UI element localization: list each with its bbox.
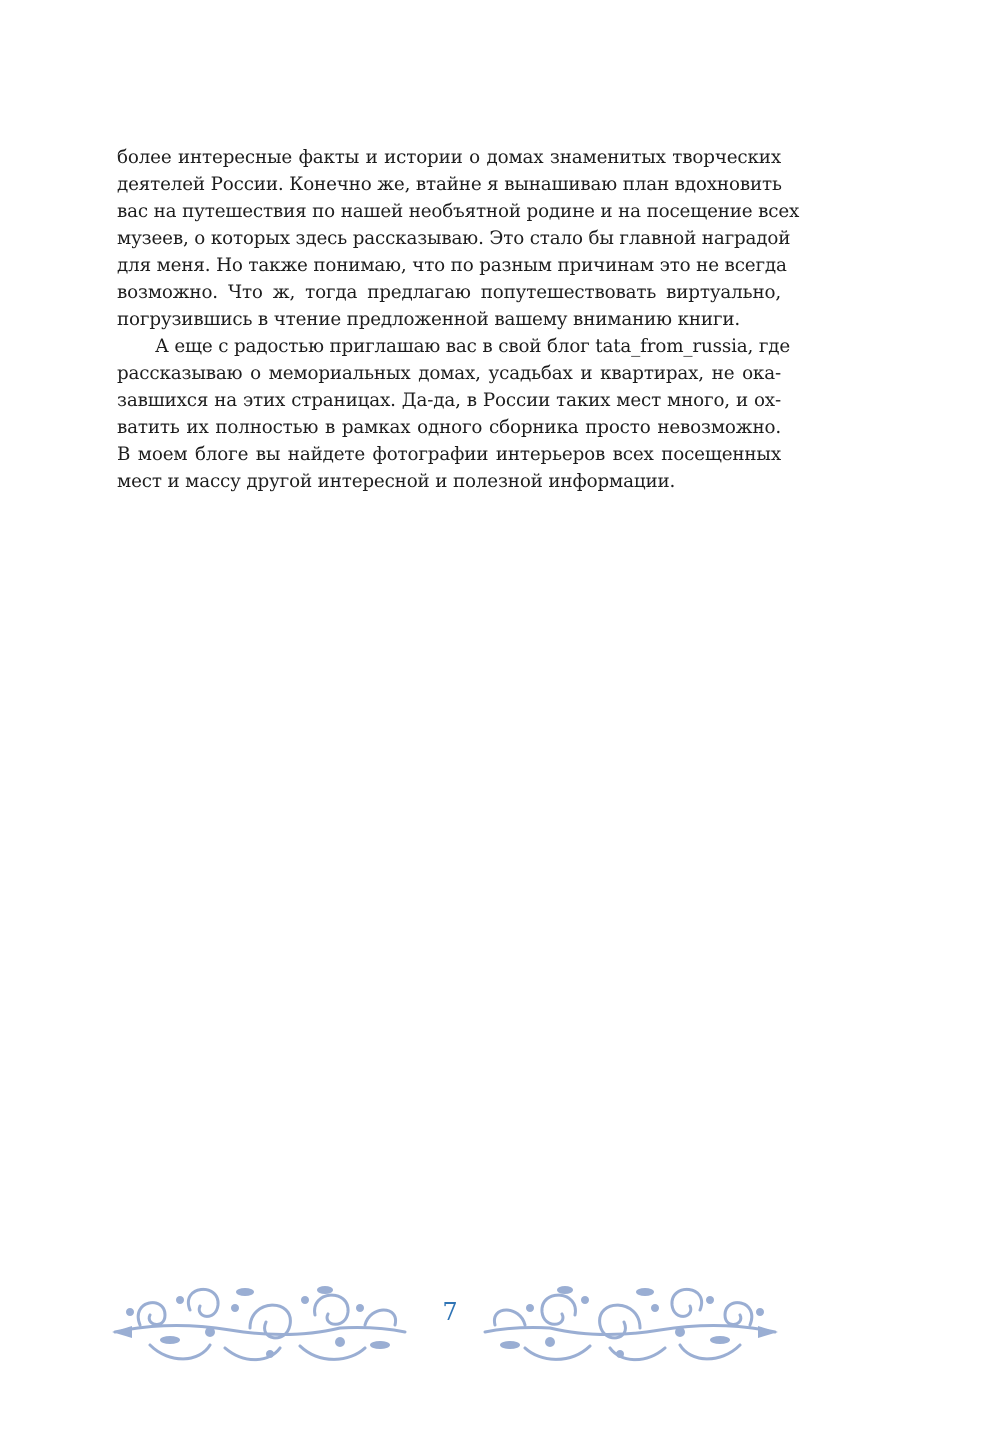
- floral-ornament-icon: [480, 1270, 780, 1370]
- text-line: для меня. Но также понимаю, что по разным причинам это не всегда: [117, 255, 787, 276]
- text-line: мест и массу другой интересной и полезной информации.: [117, 471, 676, 492]
- page-footer: [110, 1270, 790, 1370]
- text-line: музеев, о которых здесь рассказываю. Это стало бы главной наградой: [117, 228, 791, 249]
- text-line: вас на путешествия по нашей необъятной родине и на посещение всех: [117, 201, 800, 222]
- text-line: рассказываю о мемориальных домах, усадьбах и квартирах, не ока-: [117, 363, 781, 384]
- body-text: [117, 144, 800, 495]
- text-line: возможно. Что ж, тогда предлагаю попутешествовать виртуально,: [117, 282, 781, 303]
- paragraph-2: [117, 333, 791, 495]
- page-number: 7: [442, 1298, 458, 1326]
- text-line: В моем блоге вы найдете фотографии интерьеров всех посещенных: [117, 444, 781, 465]
- text-line: завшихся на этих страницах. Да-да, в России таких мест много, и ох-: [117, 390, 781, 411]
- paragraph-1: [117, 144, 800, 333]
- text-line: деятелей России. Конечно же, втайне я вынашиваю план вдохновить: [117, 174, 782, 195]
- text-line: погрузившись в чтение предложенной вашему вниманию книги.: [117, 309, 741, 330]
- text-line: А еще с радостью приглашаю вас в свой блог tata_from_russia, где: [155, 336, 791, 357]
- text-line: более интересные факты и истории о домах знаменитых творческих: [117, 147, 781, 168]
- text-line: ватить их полностью в рамках одного сборника просто невозможно.: [117, 417, 781, 438]
- floral-ornament-icon: [110, 1270, 410, 1370]
